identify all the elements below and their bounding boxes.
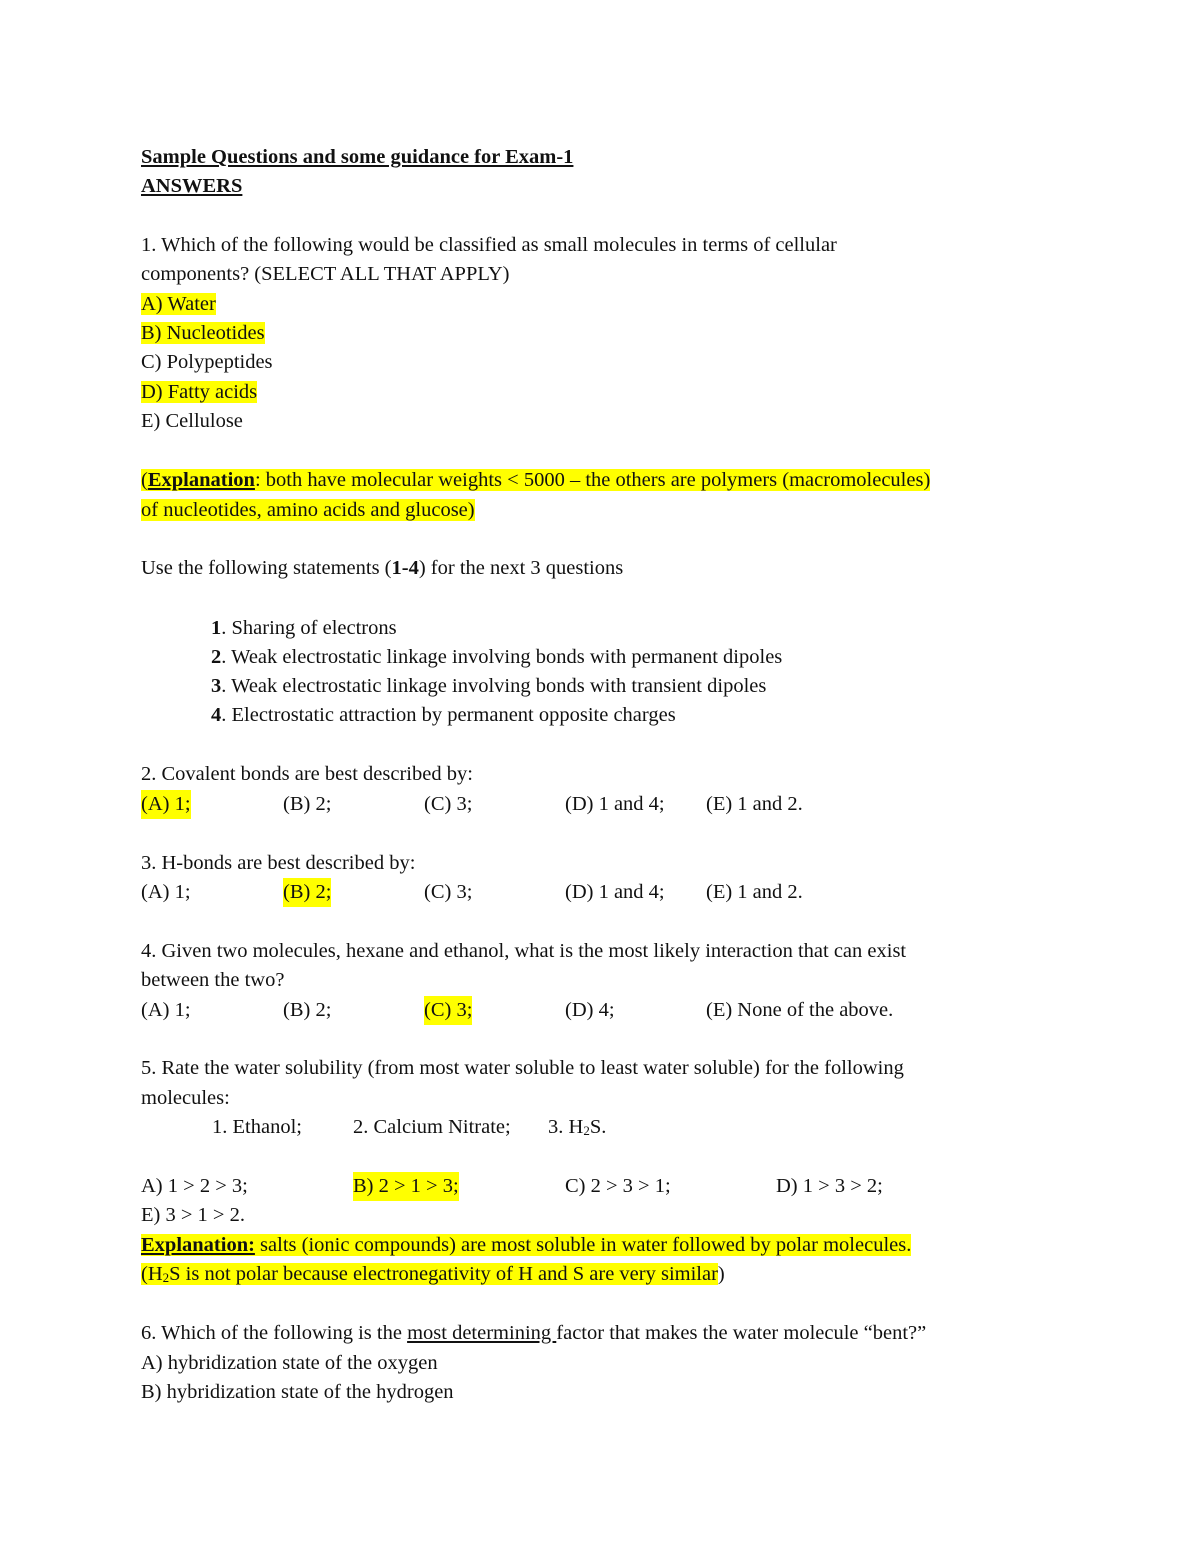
q6-stem: 6. Which of the following is the most determining factor that makes the water molecule “bent?” [141,1322,927,1344]
statement-2: 2. Weak electrostatic linkage involving bonds with permanent dipoles [211,646,783,668]
q5-explanation-label: Explanation: [141,1234,255,1256]
q4-stem-line2: between the two? [141,969,285,991]
q4-option-a: (A) 1; [141,999,191,1021]
q1-option-b: B) Nucleotides [141,322,265,344]
q5-option-c: C) 2 > 3 > 1; [565,1175,671,1197]
q1-explanation-line1: (Explanation: both have molecular weights < 5000 – the others are polymers (macromolecules) [141,469,931,491]
q5-molecule-3: 3. $H_2S$. [548,1116,607,1138]
q5-option-e: E) 3 > 1 > 2. [141,1204,245,1226]
q4-option-c: (C) 3; [424,996,472,1025]
q1-stem-line1: 1. Which of the following would be classified as small molecules in terms of cellular [141,234,837,256]
document-title: Sample Questions and some guidance for Exam-1 [141,146,574,168]
answers-heading: ANSWERS [141,175,243,197]
q6-option-b: B) hybridization state of the hydrogen [141,1381,454,1403]
q1-option-e: E) Cellulose [141,410,243,432]
q2-option-c: (C) 3; [424,793,473,815]
q3-option-b: (B) 2; [283,878,331,907]
q1-explanation-label: Explanation [147,469,255,491]
q5-explanation-line2: ($H_2S$ is not polar because electronegativity of H and S are very similar) [141,1263,725,1285]
q6-option-a: A) hybridization state of the oxygen [141,1352,438,1374]
statement-1: 1. Sharing of electrons [211,617,397,639]
q5-option-b: B) 2 > 1 > 3; [353,1172,459,1201]
q5-stem-line1: 5. Rate the water solubility (from most water soluble to least water soluble) for the following [141,1057,904,1079]
q5-option-d: D) 1 > 3 > 2; [776,1175,883,1197]
q5-option-a: A) 1 > 2 > 3; [141,1175,248,1197]
statement-4: 4. Electrostatic attraction by permanent opposite charges [211,704,676,726]
q1-option-c: C) Polypeptides [141,351,273,373]
q5-molecule-2: 2. Calcium Nitrate; [353,1116,511,1138]
q1-option-d: D) Fatty acids [141,381,258,403]
q4-option-e: (E) None of the above. [706,999,894,1021]
q4-option-d: (D) 4; [565,999,615,1021]
q2-option-d: (D) 1 and 4; [565,793,665,815]
statement-3: 3. Weak electrostatic linkage involving bonds with transient dipoles [211,675,767,697]
q4-option-b: (B) 2; [283,999,332,1021]
q2-option-b: (B) 2; [283,793,332,815]
q2-option-e: (E) 1 and 2. [706,793,803,815]
q2-stem: 2. Covalent bonds are best described by: [141,763,473,785]
q3-stem: 3. H-bonds are best described by: [141,852,416,874]
q1-stem-line2: components? (SELECT ALL THAT APPLY) [141,263,510,285]
q2-option-a: (A) 1; [141,790,191,819]
q5-molecule-1: 1. Ethanol; [212,1116,302,1138]
q3-option-c: (C) 3; [424,881,473,903]
q5-stem-line2: molecules: [141,1087,230,1109]
q3-option-a: (A) 1; [141,881,191,903]
q4-stem-line1: 4. Given two molecules, hexane and ethanol, what is the most likely interaction that can exist [141,940,907,962]
q3-option-e: (E) 1 and 2. [706,881,803,903]
statements-intro: Use the following statements (1-4) for the next 3 questions [141,557,624,579]
q1-explanation-line2: of nucleotides, amino acids and glucose) [141,499,475,521]
q1-option-a: A) Water [141,293,216,315]
q3-option-d: (D) 1 and 4; [565,881,665,903]
q5-explanation-line1: Explanation: salts (ionic compounds) are most soluble in water followed by polar molecules. [141,1234,912,1256]
